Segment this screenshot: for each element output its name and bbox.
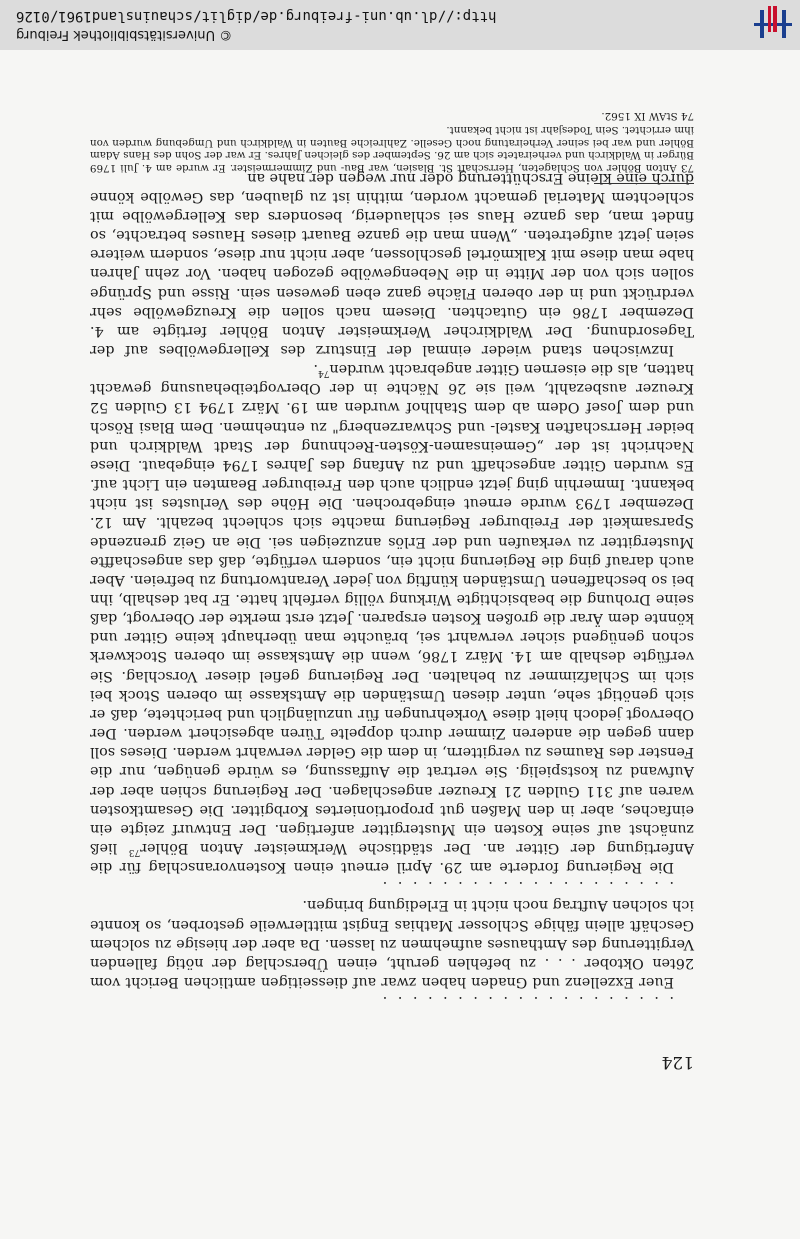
body-text (90, 167, 694, 1010)
footnotes (90, 107, 694, 174)
paragraph-text: . (313, 361, 318, 378)
footnote-ref-74[interactable]: 74 (317, 367, 330, 378)
library-header-band (0, 0, 800, 50)
footnote-divider (594, 183, 694, 184)
paragraph-text: Die Regierung forderte am 29. April erneut einen Kostenvoranschlag für die Anfertigung der Gitter an. Der städtische Werkmeister Anton Böhler (90, 840, 694, 876)
ub-freiburg-logo-icon (754, 6, 792, 42)
paragraph-gitter (90, 359, 694, 876)
permalink-url[interactable]: http://dl.ub.uni-freiburg.de/diglit/schauinsland1961/0126 (16, 8, 497, 24)
copyright-text: © Universitätsbibliothek Freiburg (16, 27, 233, 42)
page-number: 124 (661, 1052, 694, 1072)
ellipsis-line: . . . . . . . . . . . . . . . . . . . . (379, 878, 674, 895)
paragraph-text: ließ zunächst auf seine Kosten ein Mustergitter anfertigen. Der Entwurf zeigte ein einfaches, aber in den Maßen gut proportioniertes Korbgitter. Die Gesamtkosten waren auf 311 Gulden 21 Kreuzer angeschlagen. Der Regierung schien aber der Aufwand zu kostspielig. Sie vertrat die Auffassung, es würde genügen, nur die Fenster des Raumes zu vergittern, in dem die Gelder verwahrt werden. Dieses soll dann gegen die anderen Zimmer durch doppelte Türen abgesichert werden. Der Obervogt jedoch hielt diese Vorkehrungen für unzulänglich und berichtete, daß er sich genötigt sehe, unter diesen Umständen die Amtskasse im oberen Stock bei sich im Schlafzimmer zu behalten. Der Regierung gefiel dieser Vorschlag. Sie verfügte deshalb am 14. März 1786, wenn die Amtskasse im oberen Stockwerk schon genügend sicher verwahrt sei, bräuchte man überhaupt keine Gitter und könnte dem Ärar die großen Kosten ersparen. Jetzt erst merkte der Obervogt, daß seine Drohung die beabsichtigte Wirkung völlig verfehlt hatte. Er bat deshalb, ihn bei so beschaffenen Umständen künftig von jeder Verantwortung zu befreien. Aber auch darauf ging die Regierung nicht ein, sondern verfügte, daß das angeschaffte Mustergitter zu verkaufen und der Erlös anzuzeigen sei. Die an Geiz grenzende Sparsamkeit der Freiburger Regierung machte sich schlecht bezahlt. Am 12. Dezember 1793 wurde erneut eingebrochen. Die Höhe des Verlustes ist nicht bekannt. Immerhin ging jetzt endlich auch den Freiburger Beamten ein Licht auf. Es wurden Gitter angeschafft und zu Anfang des Jahres 1794 eingebaut. Diese Nachricht ist der „Gemeinsamen-Kösten-Rechnung der Stadt Waldkirch und beider Herrschaften Kastel- und Schwarzenberg" zu entnehmen. Dem Blasi Rösch und dem Josef Odem ab dem Stahlhof wurden am 19. März 1794 13 Gulden 52 Kreuzer ausbezahlt, weil sie 26 Nächte in der Obervogteibehausung gewacht hatten, als die eisernen Gitter angebracht wurden (90, 361, 694, 857)
footnote-ref-73[interactable]: 73 (128, 846, 141, 857)
quote-paragraph: Euer Exzellenz und Gnaden haben zwar auf diesseitigen amtlichen Bericht vom 26ten Oktober . . . zu befehlen geruht, einen Überschlag der nötig fallenden Vergitterung des Amthauses aufnehmen zu lassen. Da aber der hiesige zu solchem Geschäft allein fähige Schlosser Mathias Engist mittlerweile gestorben, so konnte ich solchen Auftrag noch nicht in Erledigung bringen. (90, 897, 694, 990)
ellipsis-line: . . . . . . . . . . . . . . . . . . . . (379, 993, 674, 1009)
footnote-73: 73 Anton Böhler von Schlageten, Herrschaft St. Blasien, war Bau- und Zimmermeister. Er wurde am 4. Juli 1769 Bürger in Waldkirch und verheiratete sich am 26. September des gleichen Jahres. Er war der Sohn des Hans Adam Böhler und war bei seiner Verheiratung noch Geselle. Zahlreiche Bauten in Waldkirch und Umgebung wurden von ihm errichtet. Sein Todesjahr ist nicht bekannt. (90, 124, 694, 174)
footnote-74: 74 StAW IX 1562. (601, 109, 694, 122)
header-text (16, 6, 496, 44)
paragraph-keller: Inzwischen stand wieder einmal der Einsturz des Kellergewölbes auf der Tagesordnung. Der Waldkircher Werkmeister Anton Böhler fertigte am 4. Dezember 1786 ein Gutachten. Diesem nach sollen die Kreuzgewölbe sehr verdrückt und in der oberen Fläche ganz eben gewesen sein. Risse und Sprünge sollen sich von der Mitte in die Nebengewölbe gezogen haben. Vor zehn Jahren habe man diese mit Kalkmörtel geschlossen, aber nicht nur diese, sondern weitere seien jetzt aufgetreten. „Wenn man die ganze Bauart dieses Hauses betrachte, so findet man, das ganze Haus sei schlauderig, besonders das Kellergewölbe mit schlechtem Material gemacht worden, mithin ist zu glauben, das Gewölbe könne durch eine kleine Erschütterung oder nur wegen der nahe an (90, 169, 694, 358)
